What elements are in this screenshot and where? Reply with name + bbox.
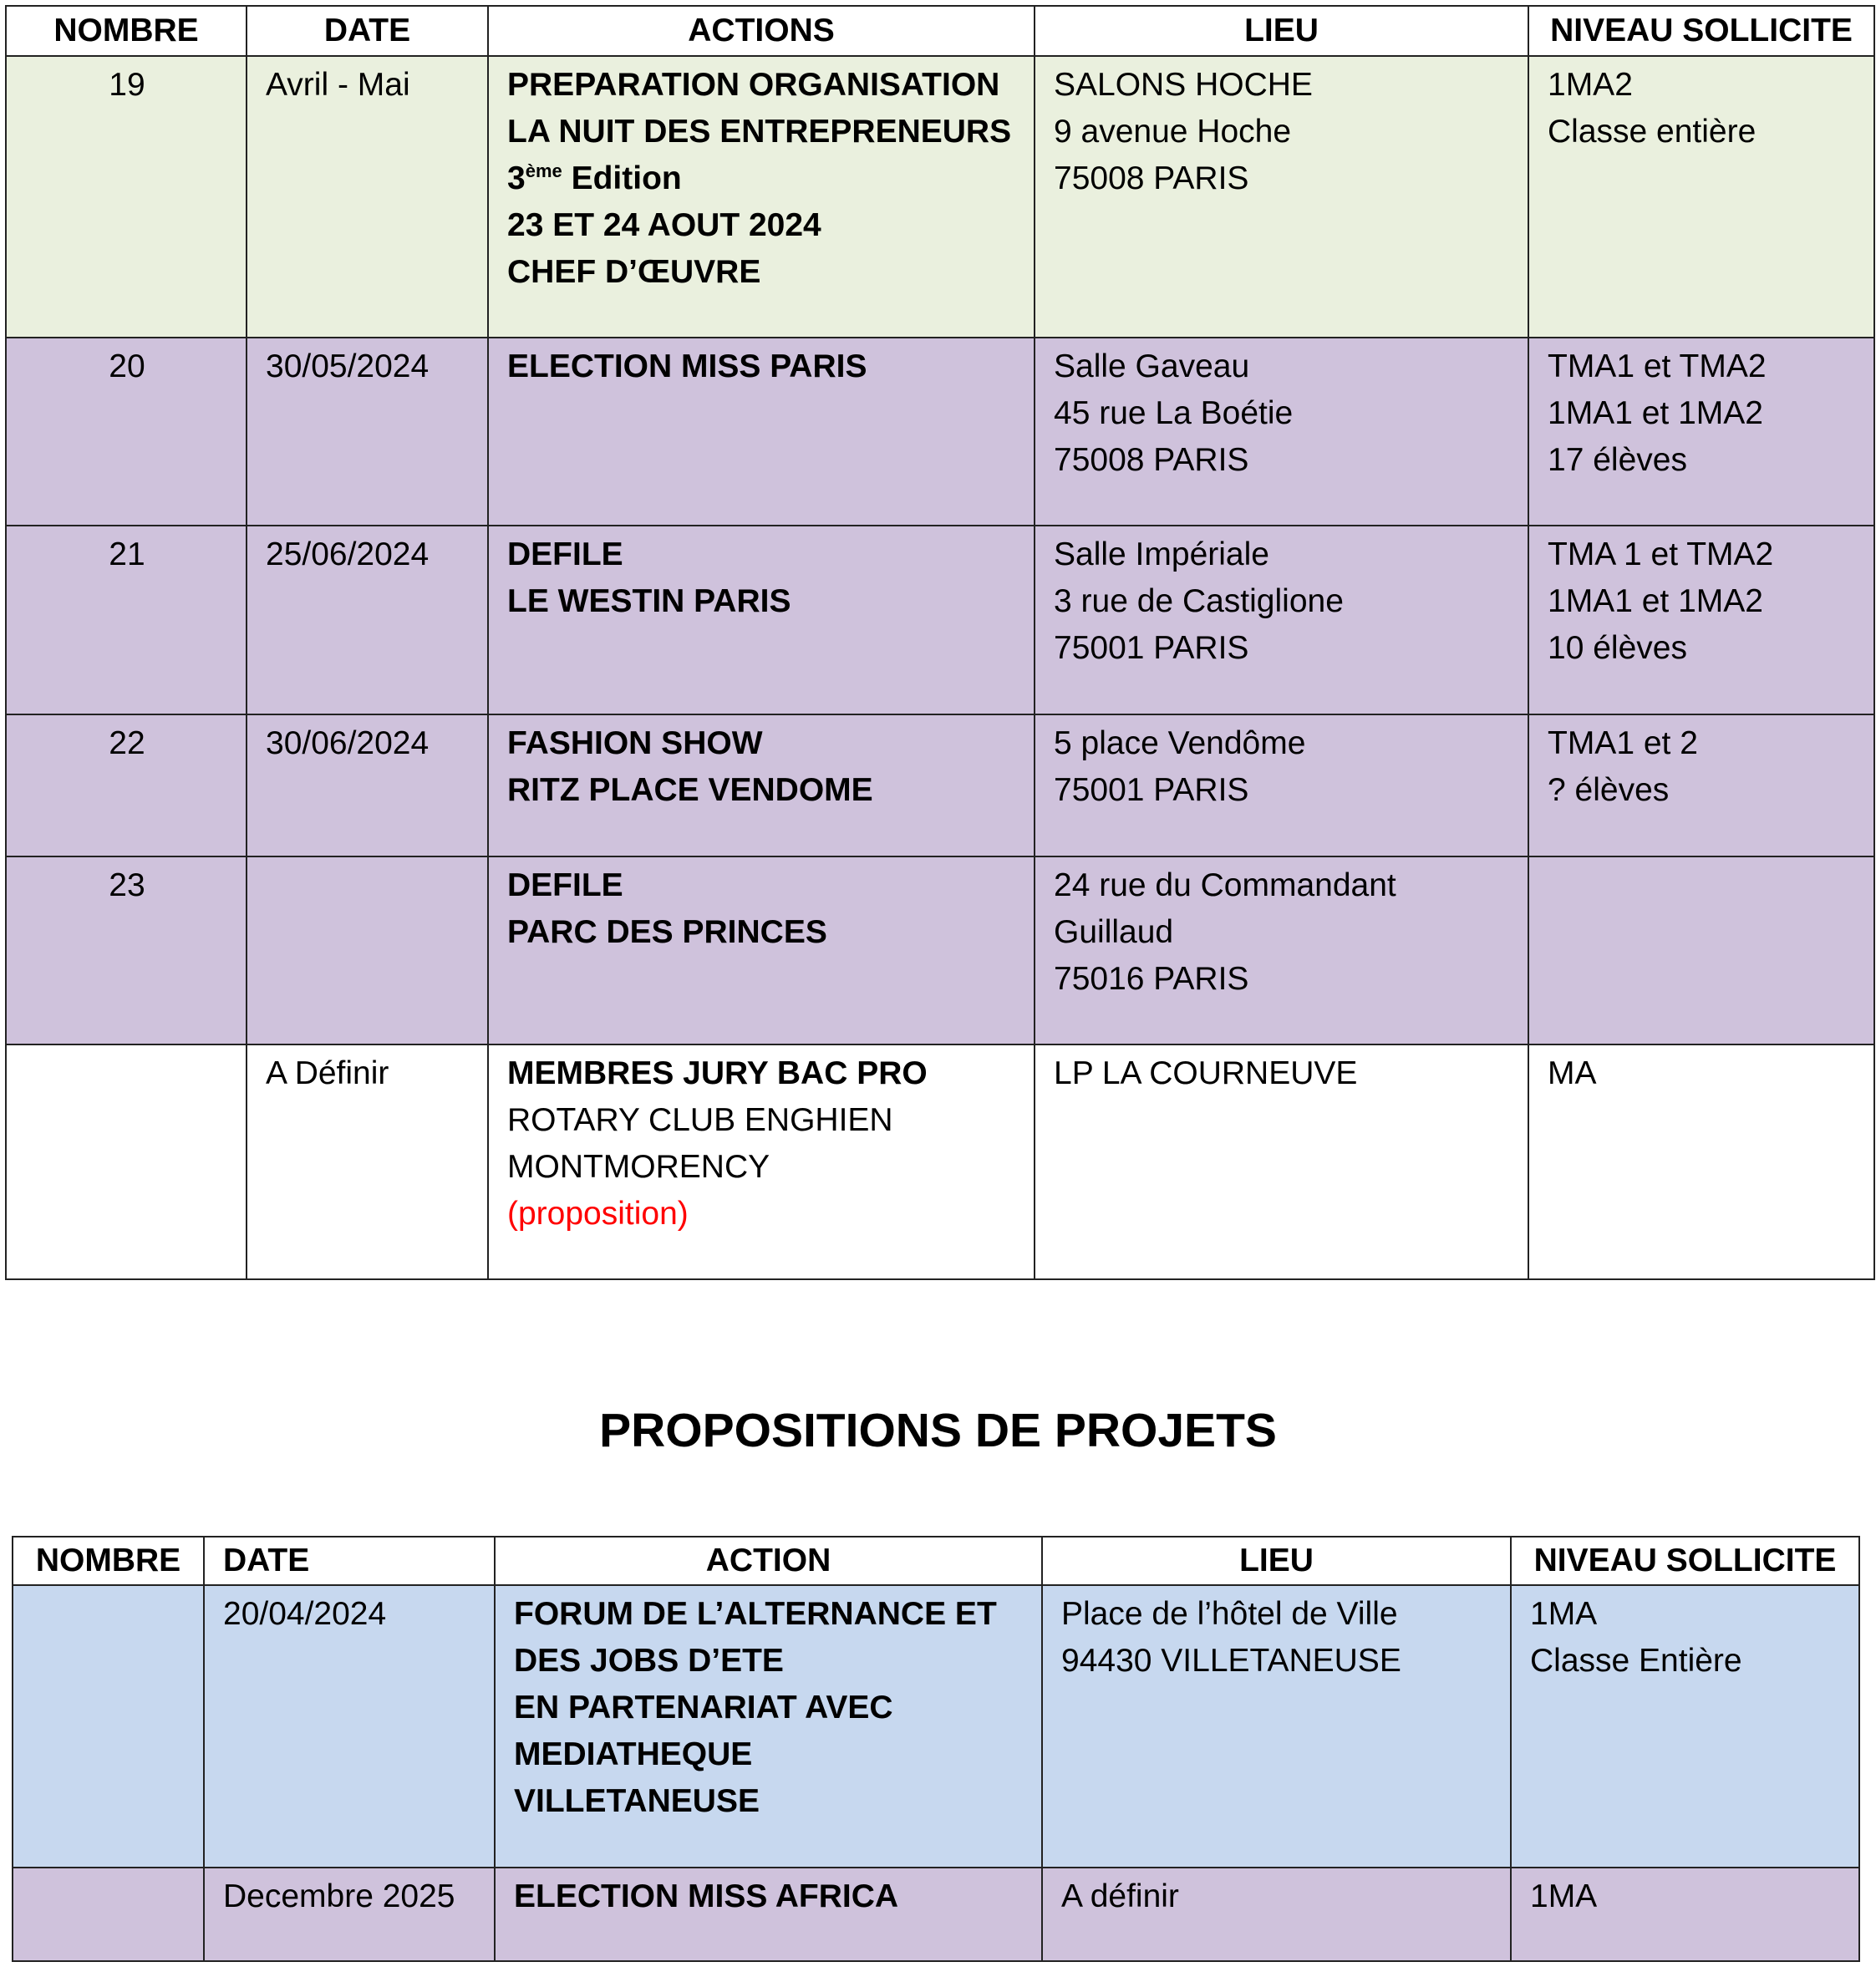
lieu-line: 75008 PARIS xyxy=(1054,442,1249,478)
action-line: VILLETANEUSE xyxy=(514,1783,760,1819)
header-date: DATE xyxy=(247,6,488,56)
header-actions: ACTIONS xyxy=(488,6,1035,56)
edition-word: Edition xyxy=(562,160,682,196)
lieu-line: 75001 PARIS xyxy=(1054,772,1249,808)
action-line: CHEF D’ŒUVRE xyxy=(507,254,761,290)
action-line: LE WESTIN PARIS xyxy=(507,583,791,619)
action-line: MONTMORENCY xyxy=(507,1149,770,1185)
header-lieu: LIEU xyxy=(1035,6,1528,56)
table-row xyxy=(6,526,1874,714)
cell-niveau xyxy=(1528,56,1874,338)
lieu-line: 3 rue de Castiglione xyxy=(1054,583,1344,619)
cell-nombre: 21 xyxy=(6,526,247,714)
niveau-line: MA xyxy=(1548,1055,1597,1091)
action-line: FASHION SHOW xyxy=(507,725,763,761)
cell-lieu xyxy=(1042,1585,1511,1868)
cell-action xyxy=(488,1044,1035,1279)
niveau-line: 1MA xyxy=(1530,1878,1598,1914)
cell-lieu xyxy=(1035,714,1528,856)
table-row xyxy=(6,856,1874,1044)
proposition-note: (proposition) xyxy=(507,1196,689,1232)
lieu-line: 94430 VILLETANEUSE xyxy=(1061,1643,1401,1679)
cell-lieu xyxy=(1035,526,1528,714)
cell-nombre xyxy=(13,1585,204,1868)
niveau-line: Classe Entière xyxy=(1530,1643,1742,1679)
lieu-line: LP LA COURNEUVE xyxy=(1054,1055,1358,1091)
header-nombre: NOMBRE xyxy=(13,1537,204,1585)
action-line: 23 ET 24 AOUT 2024 xyxy=(507,207,821,243)
niveau-line: TMA 1 et TMA2 xyxy=(1548,536,1774,572)
action-line: ELECTION MISS AFRICA xyxy=(514,1878,899,1914)
action-line: EN PARTENARIAT AVEC xyxy=(514,1690,893,1726)
niveau-line: 1MA1 et 1MA2 xyxy=(1548,583,1763,619)
header-niveau: NIVEAU SOLLICITE xyxy=(1511,1537,1859,1585)
cell-niveau xyxy=(1528,1044,1874,1279)
cell-niveau xyxy=(1528,856,1874,1044)
cell-lieu xyxy=(1035,1044,1528,1279)
cell-date: 30/05/2024 xyxy=(247,338,488,526)
header-lieu: LIEU xyxy=(1042,1537,1511,1585)
actions-table xyxy=(5,5,1875,1280)
cell-action xyxy=(488,526,1035,714)
lieu-line: 75016 PARIS xyxy=(1054,961,1249,997)
header-nombre: NOMBRE xyxy=(6,6,247,56)
niveau-line: 10 élèves xyxy=(1548,630,1687,666)
lieu-line: Place de l’hôtel de Ville xyxy=(1061,1596,1398,1632)
cell-niveau xyxy=(1528,338,1874,526)
lieu-line: 5 place Vendôme xyxy=(1054,725,1306,761)
header-niveau: NIVEAU SOLLICITE xyxy=(1528,6,1874,56)
edition-superscript: ème xyxy=(525,160,562,181)
header-row xyxy=(6,6,1874,56)
action-line: RITZ PLACE VENDOME xyxy=(507,772,873,808)
action-line: DEFILE xyxy=(507,867,623,903)
cell-nombre: 23 xyxy=(6,856,247,1044)
cell-niveau xyxy=(1511,1868,1859,1961)
cell-niveau xyxy=(1511,1585,1859,1868)
lieu-line: Salle Impériale xyxy=(1054,536,1269,572)
action-line: ROTARY CLUB ENGHIEN xyxy=(507,1102,893,1138)
table-row xyxy=(6,714,1874,856)
cell-lieu xyxy=(1035,338,1528,526)
action-line: PARC DES PRINCES xyxy=(507,914,827,950)
action-line: MEMBRES JURY BAC PRO xyxy=(507,1055,928,1091)
cell-date: Decembre 2025 xyxy=(204,1868,495,1961)
table-row xyxy=(13,1868,1859,1961)
header-date: DATE xyxy=(204,1537,495,1585)
table-row xyxy=(6,338,1874,526)
lieu-line: 45 rue La Boétie xyxy=(1054,395,1294,431)
cell-action xyxy=(488,714,1035,856)
cell-date: Avril - Mai xyxy=(247,56,488,338)
cell-action xyxy=(488,338,1035,526)
section-title: PROPOSITIONS DE PROJETS xyxy=(599,1404,1277,1457)
cell-action xyxy=(495,1585,1042,1868)
niveau-line: TMA1 et 2 xyxy=(1548,725,1698,761)
lieu-line: SALONS HOCHE xyxy=(1054,67,1313,103)
niveau-line: 1MA1 et 1MA2 xyxy=(1548,395,1763,431)
cell-niveau xyxy=(1528,526,1874,714)
cell-nombre xyxy=(13,1868,204,1961)
action-line: LA NUIT DES ENTREPRENEURS xyxy=(507,114,1012,150)
cell-date: A Définir xyxy=(247,1044,488,1279)
niveau-line: Classe entière xyxy=(1548,114,1757,150)
action-line: DES JOBS D’ETE xyxy=(514,1643,784,1679)
niveau-line: 1MA xyxy=(1530,1596,1598,1632)
lieu-line: 75008 PARIS xyxy=(1054,160,1249,196)
cell-niveau xyxy=(1528,714,1874,856)
lieu-line: A définir xyxy=(1061,1878,1179,1914)
cell-date xyxy=(247,856,488,1044)
lieu-line: 24 rue du Commandant xyxy=(1054,867,1396,903)
action-line: DEFILE xyxy=(507,536,623,572)
table-row xyxy=(6,1044,1874,1279)
action-line: MEDIATHEQUE xyxy=(514,1736,753,1772)
cell-action xyxy=(495,1868,1042,1961)
lieu-line: 75001 PARIS xyxy=(1054,630,1249,666)
header-row xyxy=(13,1537,1859,1585)
cell-nombre: 20 xyxy=(6,338,247,526)
cell-lieu xyxy=(1035,856,1528,1044)
proposals-table xyxy=(12,1536,1860,1962)
action-line: PREPARATION ORGANISATION xyxy=(507,67,1000,103)
cell-action xyxy=(488,856,1035,1044)
cell-nombre: 19 xyxy=(6,56,247,338)
cell-lieu xyxy=(1042,1868,1511,1961)
lieu-line: 9 avenue Hoche xyxy=(1054,114,1292,150)
cell-date: 30/06/2024 xyxy=(247,714,488,856)
edition-number: 3 xyxy=(507,160,526,196)
action-line: FORUM DE L’ALTERNANCE ET xyxy=(514,1596,997,1632)
niveau-line: 17 élèves xyxy=(1548,442,1687,478)
lieu-line: Guillaud xyxy=(1054,914,1174,950)
cell-action xyxy=(488,56,1035,338)
action-line: ELECTION MISS PARIS xyxy=(507,348,867,384)
lieu-line: Salle Gaveau xyxy=(1054,348,1250,384)
action-edition xyxy=(507,155,1017,202)
cell-nombre: 22 xyxy=(6,714,247,856)
table-row xyxy=(6,56,1874,338)
cell-lieu xyxy=(1035,56,1528,338)
table-row xyxy=(13,1585,1859,1868)
cell-date: 25/06/2024 xyxy=(247,526,488,714)
niveau-line: 1MA2 xyxy=(1548,67,1633,103)
header-action: ACTION xyxy=(495,1537,1042,1585)
cell-date: 20/04/2024 xyxy=(204,1585,495,1868)
niveau-line: ? élèves xyxy=(1548,772,1670,808)
niveau-line: TMA1 et TMA2 xyxy=(1548,348,1767,384)
cell-nombre xyxy=(6,1044,247,1279)
